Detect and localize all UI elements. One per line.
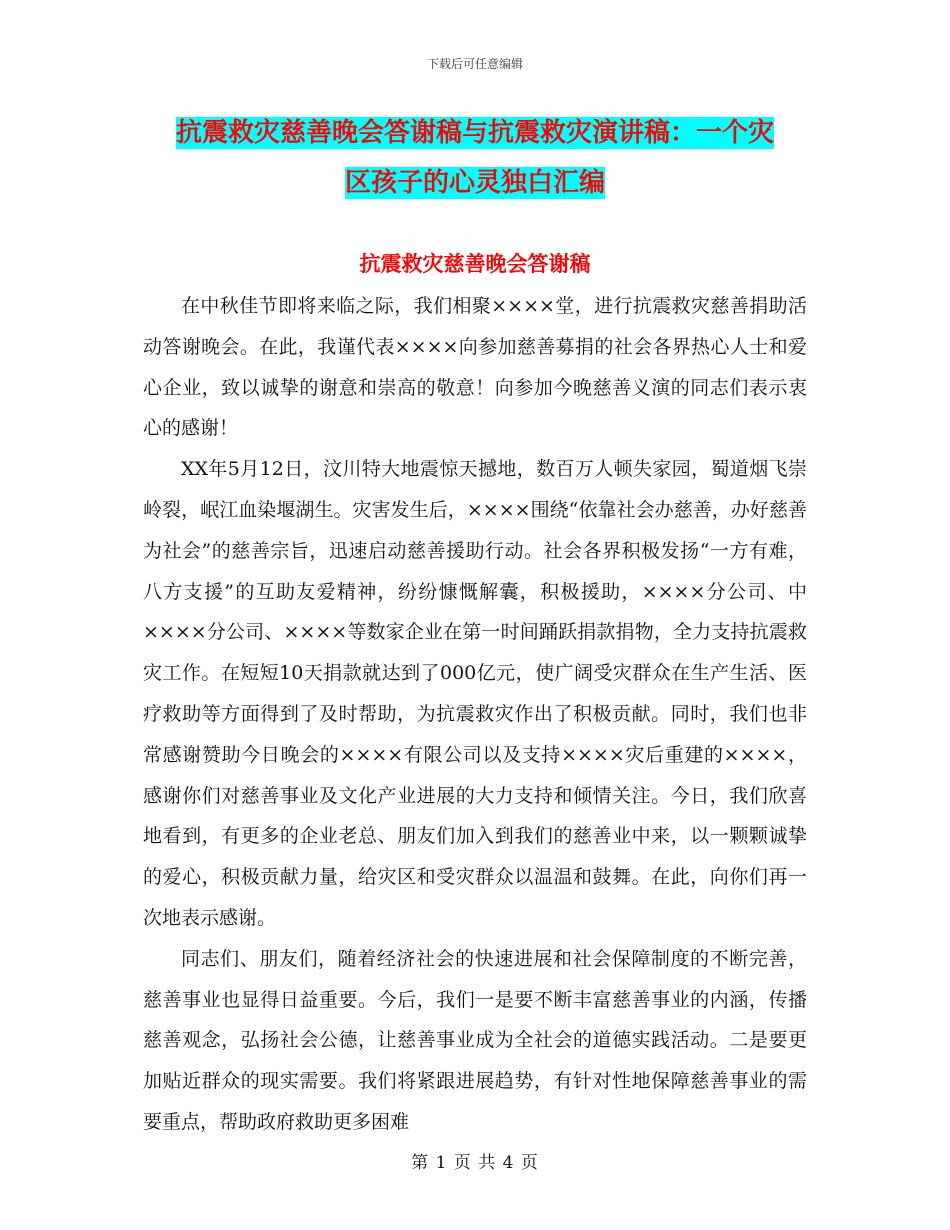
page-footer: 第 1 页 共 4 页 — [411, 1153, 539, 1173]
section-title: 抗震救灾慈善晚会答谢稿 — [359, 251, 591, 276]
document-title-line-2: 区孩子的心灵独白汇编 — [344, 168, 605, 198]
paragraph: 同志们、朋友们，随着经济社会的快速进展和社会保障制度的不断完善，慈善事业也显得日益重要。今后，我们一是要不断丰富慈善事业的内涵，传播慈善观念，弘扬社会公德，让慈善事业成为全社会的道德实践活动。二是要更加贴近群众的现实需要。我们将紧跟进展趋势，有针对性地保障慈善事业的需要重点，帮助政府救助更多困难 — [143, 947, 807, 1133]
body-text — [143, 286, 807, 1143]
paragraph: XX年5月12日，汶川特大地震惊天撼地，数百万人顿失家园，蜀道烟飞崇岭裂，岷江血染堰湖生。灾害发生后，××××围绕“依靠社会办慈善，办好慈善为社会”的慈善宗旨，迅速启动慈善援助行动。社会各界积极发扬“一方有难，八方支援”的互助友爱精神，纷纷慷慨解囊，积极援助，××××分公司、中××××分公司、××××等数家企业在第一时间踊跃捐款捐物，全力支持抗震救灾工作。在短短10天捐款就达到了000亿元，使广阔受灾群众在生产生活、医疗救助等方面得到了及时帮助，为抗震救灾作出了积极贡献。同时，我们也非常感谢赞助今日晚会的××××有限公司以及支持××××灾后重建的××××，感谢你们对慈善事业及文化产业进展的大力支持和倾情关注。今日，我们欣喜地看到，有更多的企业老总、朋友们加入到我们的慈善业中来，以一颗颗诚挚的爱心，积极贡献力量，给灾区和受灾群众以温温和鼓舞。在此，向你们再一次地表示感谢。 — [143, 458, 807, 929]
paragraph: 在中秋佳节即将来临之际，我们相聚××××堂，进行抗震救灾慈善捐助活动答谢晚会。在此，我谨代表××××向参加慈善募捐的社会各界热心人士和爱心企业，致以诚挚的谢意和崇高的敬意！向参加今晚慈善义演的同志们表示衷心的感谢！ — [143, 295, 807, 440]
header-note: 下载后可任意编辑 — [426, 57, 523, 71]
document-title-line-1: 抗震救灾慈善晚会答谢稿与抗震救灾演讲稿：一个灾 — [175, 118, 774, 148]
document-title — [0, 108, 950, 208]
